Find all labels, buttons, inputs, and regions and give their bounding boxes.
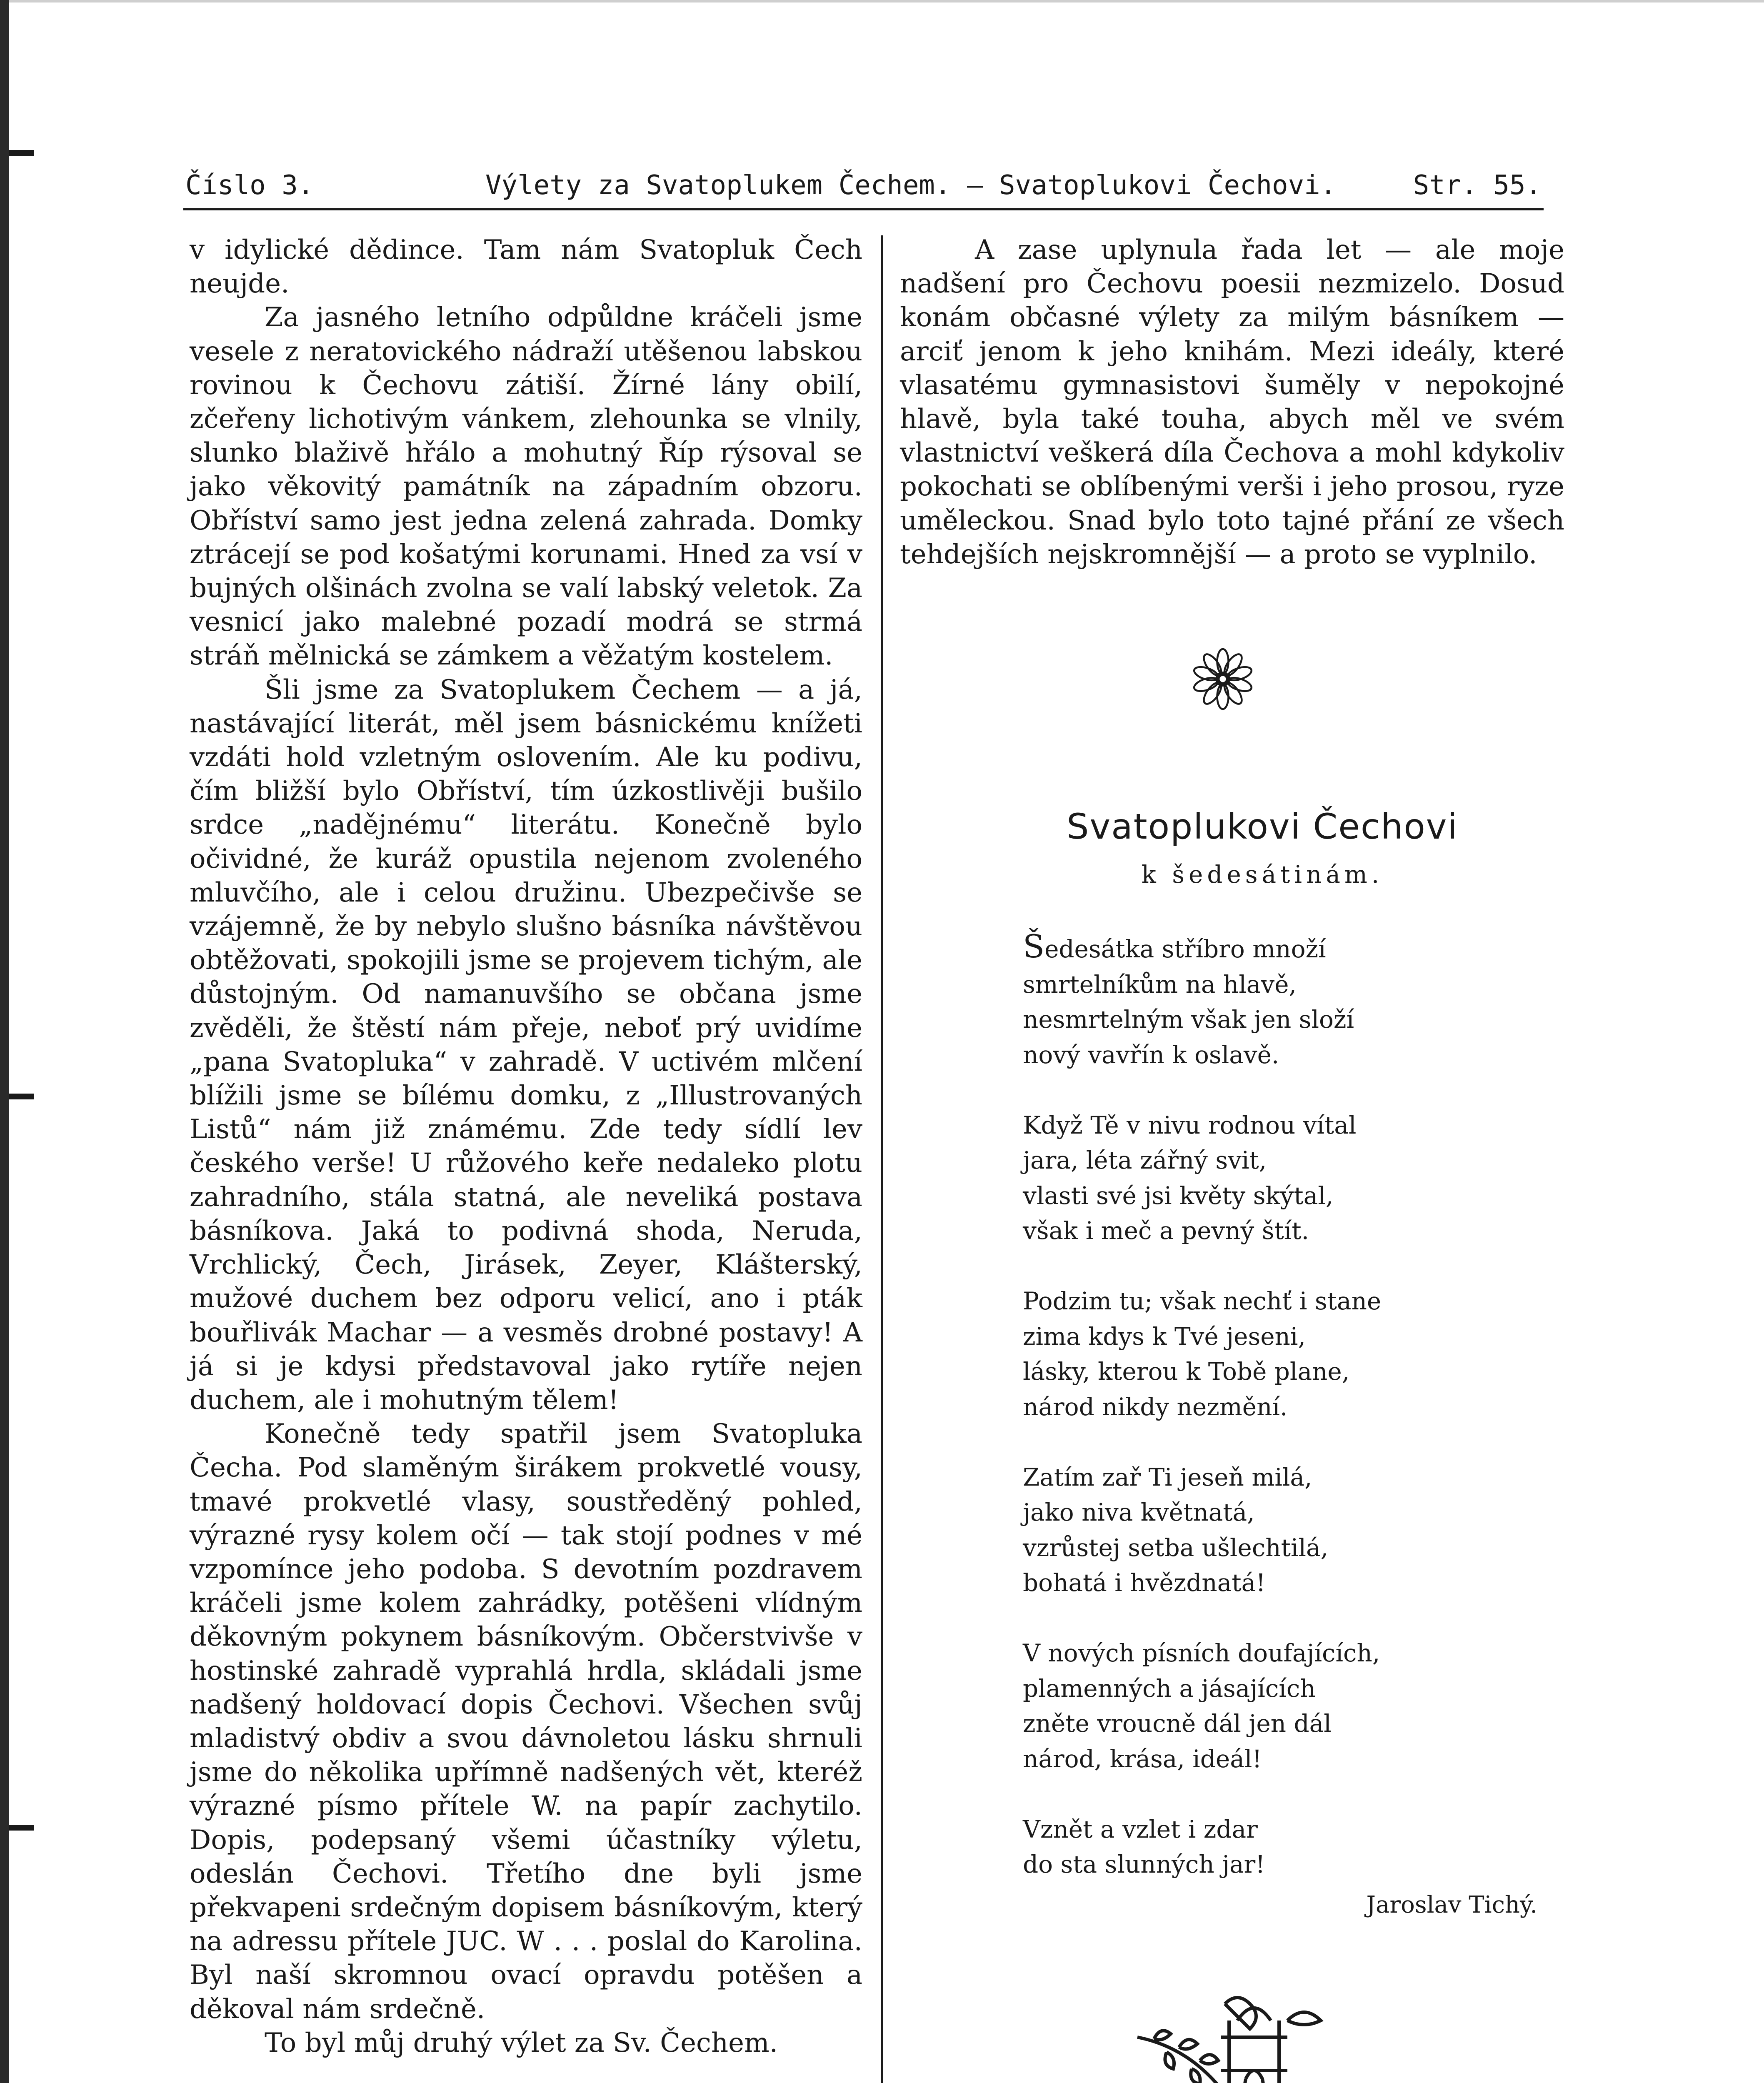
paragraph: Za jasného letního odpůldne kráčeli jsme vesele z neratovického nádraží utěšenou labskou rovinou k Čechovu zátiší. Žírné lány obilí, zčeřeny lichotivým vánkem, zlehounka se vlnily, slunko blaživě hřálo a mohutný Říp rýsoval se jako věkovitý památník na západním obzoru. Obříství samo jest jedna zelená zahrada. Domky ztrácejí se pod košatými korunami. Hned za vsí v bujných olšinách zvolna se valí labský veletok. Za vesnicí jako malebné pozadí modrá se strmá stráň mělnická se zámkem a věžatým kostelem. <box>190 302 862 672</box>
stanza <box>1023 1460 1523 1601</box>
verse-line: zněte vroucně dál jen dál <box>1023 1709 1332 1738</box>
rosette-icon <box>1192 648 1254 710</box>
verse-line: Šedesátka stříbro množí <box>1023 928 1326 965</box>
left-column <box>190 233 862 2060</box>
verse-line: Zatím zař Ti jeseň milá, <box>1023 1463 1312 1491</box>
verse-line: do sta slunných jar! <box>1023 1850 1265 1878</box>
verse-line: Vznět a vzlet i zdar <box>1023 1815 1258 1843</box>
paragraph: Šli jsme za Svatoplukem Čechem — a já, nastávající literát, měl jsem básnickému knížeti vzdáti hold vzletným oslovením. Ale ku podivu, čím bližší bylo Obříství, tím úzkostlivěji bušilo srdce „nadějnému“ literátu. Konečně bylo očividné, že kuráž opustila nejenom zvoleného mluvčího, ale i celou družinu. Ubezpečivše se vzájemně, že by nebylo slušno básníka návštěvou obtěžovati, spokojili jsme se projevem tichým, ale důstojným. Od namanuvšího se občana jsme zvěděli, že štěstí nám přeje, neboť prý uvidíme „pana Svatopluka“ v zahradě. V uctivém mlčení blížili jsme se bílému domku, z „Illustrovaných Listů“ nám již známému. Zde tedy sídlí lev českého verše! U růžového keře nedaleko plotu zahradního, stála statná, ale neveliká postava básníkova. Jaká to podivná shoda, Neruda, Vrchlický, Čech, Jirásek, Zeyer, Klášterský, mužové duchem bez odporu velicí, ano i pták bouřlivák Machar — a vesměs drobné postavy! A já si je kdysi představoval jako rytíře nejen duchem, ale i mohutným tělem! <box>190 674 862 1416</box>
poem-title: Svatoplukovi Čechovi <box>1067 806 1458 847</box>
verse-line: jako niva květnatá, <box>1023 1498 1255 1526</box>
page-number: Str. 55. <box>1413 170 1542 201</box>
verse-line: Když Tě v nivu rodnou vítal <box>1023 1111 1357 1139</box>
verse-line: nesmrtelným však jen složí <box>1023 1005 1354 1034</box>
poem <box>1023 929 1523 1917</box>
verse-line: V nových písních doufajících, <box>1023 1639 1380 1667</box>
verse-line: plamenných a jásajících <box>1023 1674 1316 1703</box>
verse-line: však i meč a pevný štít. <box>1023 1216 1309 1245</box>
vase-ornament-icon <box>1121 1987 1337 2083</box>
paragraph: A zase uplynula řada let — ale moje nadšení pro Čechovu poesii nezmizelo. Dosud konám občasné výlety za milým básníkem — arciť jenom k jeho knihám. Mezi ideály, které vlasatému gymnasistovi šuměly v nepokojné hlavě, byla také touha, abych měl ve svém vlastnictví veškerá díla Čechova a mohl kdykoliv pokochati se oblíbenými verši i jeho prosou, ryze uměleckou. Snad bylo toto tajné přání ze všech tehdejších nejskromnější — a proto se vyplnilo. <box>900 235 1564 570</box>
column-divider <box>881 235 883 2083</box>
verse-line: bohatá i hvězdnatá! <box>1023 1568 1266 1597</box>
right-column <box>900 233 1564 572</box>
issue-number: Číslo 3. <box>185 170 314 201</box>
header-rule <box>183 208 1544 210</box>
verse-line: vlasti své jsi květy skýtal, <box>1023 1181 1334 1210</box>
verse-line: národ, krása, ideál! <box>1023 1744 1262 1773</box>
stanza <box>1023 929 1523 1072</box>
binding-mark <box>9 150 34 156</box>
scan-top-edge <box>0 0 1764 2</box>
paragraph: Konečně tedy spatřil jsem Svatopluka Čecha. Pod slaměným širákem prokvetlé vousy, tmavé prokvetlé vlasy, soustředěný pohled, výrazné rysy kolem očí — tak stojí podnes v mé vzpomínce jeho podoba. S devotním pozdravem kráčeli jsme kolem zahrádky, potěšeni vlídným děkovným pokynem básníkovým. Občerstvivše v hostinské zahradě vyprahlá hrdla, skládali jsme nadšený holdovací dopis Čechovi. Všechen svůj mladistvý obdiv a svou dávnoletou lásku shrnuli jsme do několika upřímně nadšených vět, kteréž výrazné písmo přítele W. na papír zachytilo. Dopis, podepsaný všemi účastníky výletu, odeslán Čechovi. Třetího dne byli jsme překvapeni srdečným dopisem básníkovým, který na adressu přítele JUC. W . . . poslal do Karolina. Byl naší skromnou ovací opravdu potěšen a děkoval nám srdečně. <box>190 1419 862 2025</box>
verse-line: vzrůstej setba ušlechtilá, <box>1023 1533 1329 1562</box>
poem-author: Jaroslav Tichý. <box>1366 1891 1537 1918</box>
stanza <box>1023 1812 1523 1882</box>
verse-line: národ nikdy nezmění. <box>1023 1392 1288 1421</box>
paragraph: v idylické dědince. Tam nám Svatopluk Čech neujde. <box>190 235 862 300</box>
binding-mark <box>9 1825 34 1831</box>
paragraph: To byl můj druhý výlet za Sv. Čechem. <box>265 2027 778 2058</box>
binding-mark <box>9 1094 34 1099</box>
stanza <box>1023 1636 1523 1776</box>
verse-line: lásky, kterou k Tobě plane, <box>1023 1357 1350 1386</box>
header-title: Výlety za Svatoplukem Čechem. — Svatoplukovi Čechovi. <box>485 170 1337 201</box>
verse-line: jara, léta zářný svit, <box>1023 1146 1267 1174</box>
verse-line: zima kdys k Tvé jeseni, <box>1023 1322 1306 1351</box>
stanza <box>1023 1284 1523 1424</box>
drop-initial: Š <box>1023 928 1045 965</box>
verse-line: nový vavřín k oslavě. <box>1023 1040 1279 1069</box>
stanza <box>1023 1108 1523 1249</box>
verse-line: smrtelníkům na hlavě, <box>1023 970 1297 999</box>
poem-subtitle: k šedesátinám. <box>1141 860 1384 889</box>
verse-line: Podzim tu; však nechť i stane <box>1023 1287 1382 1315</box>
scan-left-edge <box>0 0 9 2083</box>
running-header <box>185 167 1542 204</box>
